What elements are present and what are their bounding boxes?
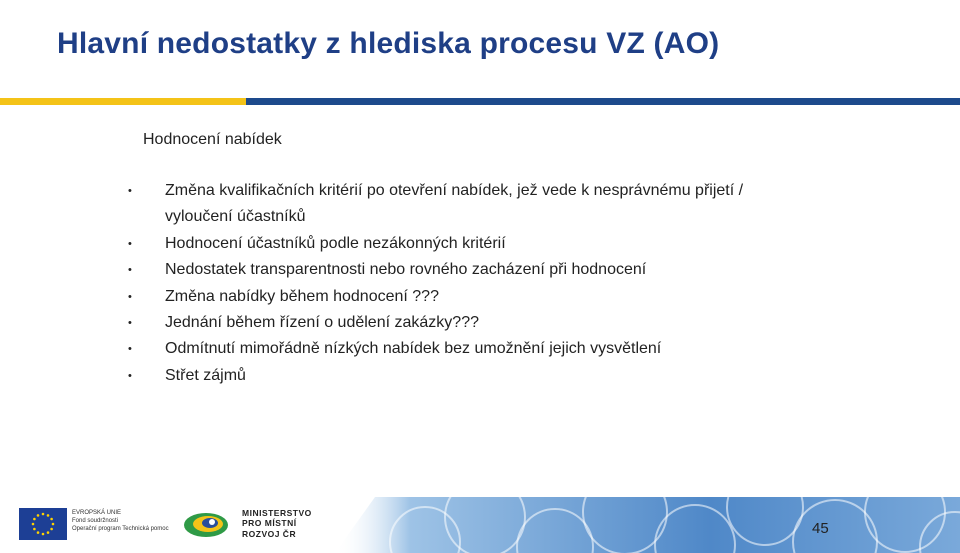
eu-text-line: Fond soudržnosti	[72, 518, 119, 524]
eu-fund-text	[72, 509, 169, 533]
bullet-list	[124, 178, 824, 389]
eu-text-line: Operační program Technická pomoc	[72, 526, 169, 532]
bullet-item	[124, 257, 824, 283]
bullet-item	[124, 310, 824, 336]
title-underline-yellow	[0, 98, 246, 105]
bullet-text: Změna nabídky během hodnocení ???	[165, 287, 439, 305]
bullet-item	[124, 363, 824, 389]
bullet-marker: •	[128, 237, 132, 250]
bullet-marker: •	[128, 185, 132, 197]
ministry-text-line: PRO MÍSTNÍ	[242, 518, 297, 529]
bullet-text: Hodnocení účastníků podle nezákonných kritérií	[165, 234, 506, 252]
eu-flag-icon	[19, 508, 67, 540]
eu-text-line: EVROPSKÁ UNIE	[72, 510, 122, 516]
bullet-marker: •	[128, 343, 132, 356]
bullet-text: vyloučení účastníků	[165, 208, 306, 226]
title-underline-blue	[246, 98, 960, 105]
bullet-marker: •	[128, 264, 132, 277]
bullet-text: Střet zájmů	[165, 366, 246, 384]
bullet-text: Jednání během řízení o udělení zakázky???	[165, 314, 479, 332]
bullet-text: Odmítnutí mimořádně nízkých nabídek bez umožnění jejich vysvětlení	[165, 340, 662, 358]
ministry-text-line: MINISTERSTVO	[242, 508, 312, 518]
bullet-item-continuation	[124, 204, 824, 230]
bullet-item	[124, 284, 824, 310]
bullet-text: Změna kvalifikačních kritérií po otevření nabídek, jež vede k nesprávnému přijetí /	[165, 182, 744, 199]
slide-title: Hlavní nedostatky z hlediska procesu VZ (AO)	[57, 27, 720, 60]
bullet-marker: •	[128, 290, 132, 303]
section-subtitle: Hodnocení nabídek	[143, 131, 282, 148]
bullet-marker: •	[128, 369, 132, 382]
mmr-logo-icon	[181, 510, 231, 540]
page-number: 45	[812, 520, 829, 537]
bullet-item	[124, 336, 824, 362]
bullet-marker: •	[128, 317, 132, 330]
bullet-item	[124, 231, 824, 257]
footer-decoration	[335, 497, 960, 553]
ministry-text	[242, 508, 312, 539]
bullet-text: Nedostatek transparentnosti nebo rovného zacházení při hodnocení	[165, 261, 647, 279]
bullet-item	[124, 178, 824, 204]
ministry-text-line: ROZVOJ ČR	[242, 528, 297, 539]
